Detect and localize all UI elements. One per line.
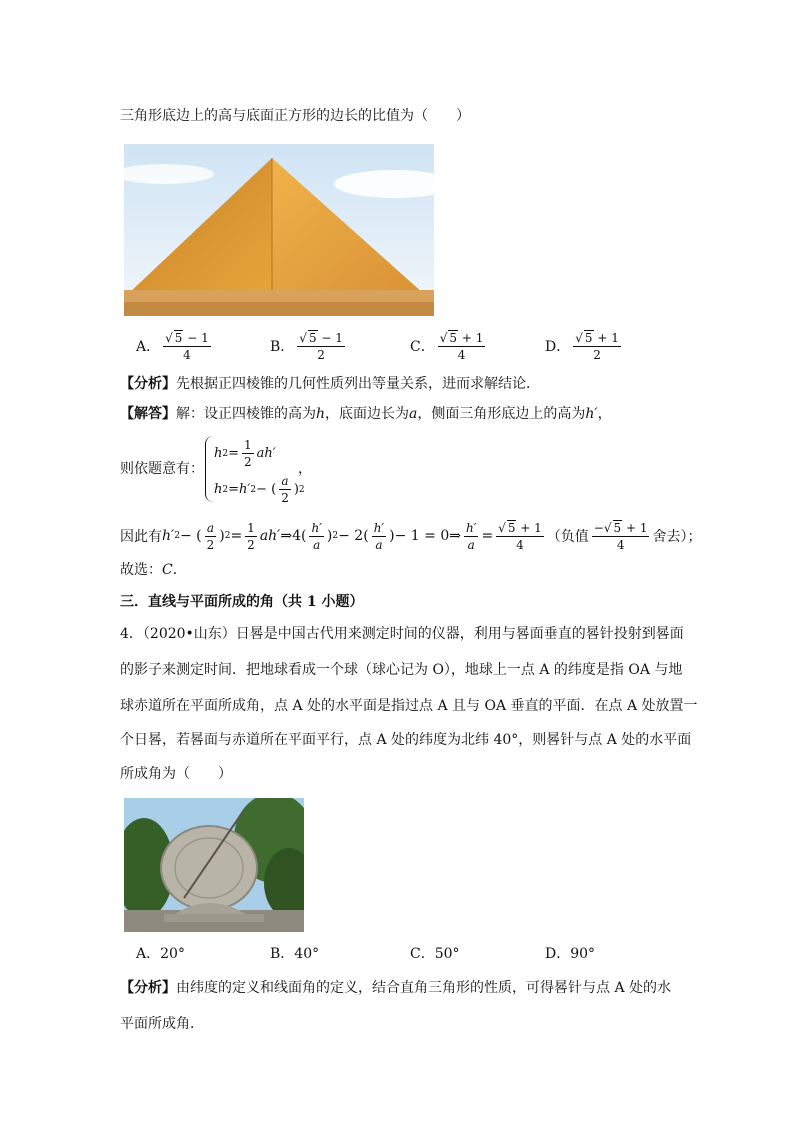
system-lead: 则依题意有： — [120, 461, 204, 477]
q4-analysis-2: 平面所成角． — [120, 1016, 204, 1032]
q3-option-c[interactable]: C． $\frac{√ 5 + 1}{4}$ — [410, 331, 484, 362]
pyramid-image — [124, 144, 434, 316]
q3-solution: 【解答】解：设正四棱锥的高为h，底面边长为a，侧面三角形底边上的高为h′， — [120, 406, 612, 422]
system-eq-2: h 2 = h′ 2 − ( $\frac{a}{2}$ ) 2 — [214, 474, 305, 505]
q4-line-5: 所成角为（ ） — [120, 766, 232, 782]
q4-line-4: 个日晷，若晷面与赤道所在平面平行，点 A 处的纬度为北纬 40°，则晷针与点 A 处的水平面 — [120, 732, 692, 748]
q4-option-d[interactable]: D．90° — [545, 946, 596, 962]
q4-option-a[interactable]: A．20° — [136, 946, 185, 962]
q3-stem: 三角形底边上的高与底面正方形的边长的比值为（ ） — [120, 108, 470, 124]
q4-option-c[interactable]: C．50° — [410, 946, 460, 962]
section-3-title: 三．直线与平面所成的角（共 1 小题） — [120, 594, 364, 610]
q3-option-a[interactable]: A． $\frac{√ 5 - 1}{4}$ — [136, 331, 209, 362]
q3-option-b[interactable]: B． $\frac{√ 5 - 1}{2}$ — [270, 331, 343, 362]
q3-answer: 故选：C． — [120, 562, 187, 578]
sundial-image — [124, 798, 304, 932]
system-brace — [205, 436, 214, 502]
q4-line-3: 球赤道所在平面所成角，点 A 处的水平面是指过点 A 且与 OA 垂直的平面．在点 A 处放置一 — [120, 698, 698, 714]
q3-analysis: 【分析】先根据正四棱锥的几何性质列出等量关系，进而求解结论． — [120, 376, 540, 392]
q4-option-b[interactable]: B．40° — [270, 946, 320, 962]
q4-analysis-1: 【分析】由纬度的定义和线面角的定义，结合直角三角形的性质，可得晷针与点 A 处的水 — [120, 980, 672, 996]
q3-option-d[interactable]: D． $\frac{√ 5 + 1}{2}$ — [545, 331, 619, 362]
system-eq-1: h 2 = $\frac{1}{2}$ ah′ — [214, 438, 276, 469]
q4-line-1: 4．（2020•山东）日晷是中国古代用来测定时间的仪器，利用与晷面垂直的晷针投射到晷面 — [120, 626, 684, 642]
system-comma: ， — [298, 461, 312, 477]
q4-line-2: 的影子来测定时间．把地球看成一个球（球心记为 O），地球上一点 A 的纬度是指 OA 与地 — [120, 662, 683, 678]
therefore-line: 因此有 h′ 2 − ( $\frac{a}{2}$ ) 2 = $\frac{1}{2}$ ah′ ⇒ 4( $\frac{h'}{a}$ ) 2 − 2( $\frac{h'}{a}$ ) − 1 = 0 ⇒ $\frac{h'}{a}$ = $\frac{√ 5 + 1}{4}$ （负值 $\frac{-√ 5 + 1}{4}$ 舍去）； — [120, 520, 702, 552]
